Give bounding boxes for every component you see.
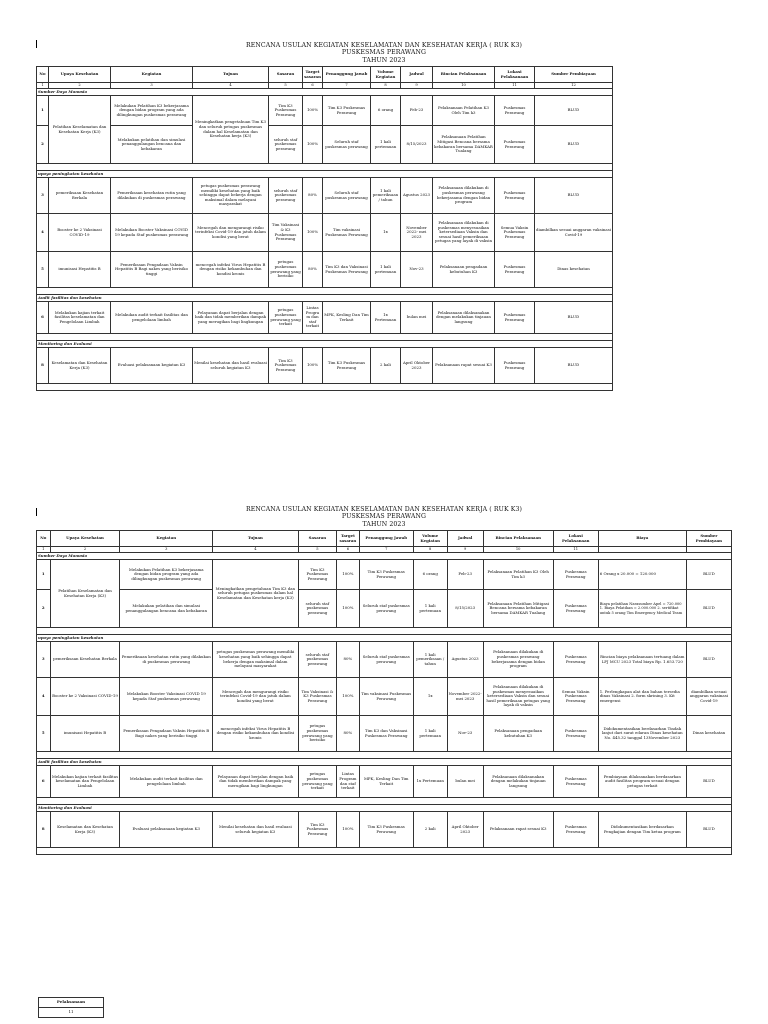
row-rincian: Pelaksanaan rapat sesuai K3 (433, 348, 495, 384)
row-jadwal: bulan mei (447, 766, 483, 798)
spacer-row (37, 334, 613, 341)
row-volume: 1x Pertemuan (371, 302, 401, 334)
row-pj: Tim K3 dan Vaksinasi Puskesmas Perawang (323, 252, 371, 288)
row-tujuan: Menilai kesehatan dan hasil evaluasi seluruh kegiatan K3 (212, 812, 298, 848)
section-upaya: upaya peningkatan kesehatan (37, 171, 613, 178)
row-sasaran: Tim Vaksinasi & K3 Puskesmas Perawang (269, 214, 303, 252)
spacer-row (37, 628, 732, 635)
row-no: 3 (37, 642, 51, 678)
col-num: 10 (483, 547, 553, 553)
row-lokasi: Puskesmas Perawang (495, 252, 535, 288)
hdr-kegiatan: Kegiatan (120, 531, 213, 547)
footer-label: Pelaksanaan (39, 998, 104, 1008)
row-no: 4 (37, 214, 49, 252)
row-sasaran: seluruh staf puskesmas perawang (269, 126, 303, 164)
row-sasaran: petugas puskesmas perawang yang berisiko (269, 252, 303, 288)
col-num: 8 (371, 83, 401, 89)
row-target: 100% (337, 678, 360, 716)
row-kegiatan: Pemeriksaan Pengadaan Vaksin Hepatitis B Bagi nakes yang berisiko tinggi (120, 716, 213, 752)
row-rincian: Pelaksanaan Pelatihan K3 Oleh Tim k3 (433, 96, 495, 126)
row-pj: Seluruh staf puskesmas perawang (359, 590, 413, 628)
row-sumber: BLUD (535, 178, 613, 214)
col-num: 7 (323, 83, 371, 89)
title-line3: TAHUN 2023 (362, 56, 406, 64)
hdr-jadwal: Jadwal (401, 67, 433, 83)
section-sdm: Sumber Daya Manusia (37, 553, 732, 560)
row-lokasi: Puskesmas Perawang (553, 642, 598, 678)
row-rincian: Pelaksanaan rapat sesuai K3 (483, 812, 553, 848)
row-no: 4 (37, 678, 51, 716)
row-kegiatan: Melakukan Booster Vaksinasi COVID 19 kepada Staf puskesmas perawang (111, 214, 193, 252)
row-pj: Tim vaksinasi Puskesmas Perawang (323, 214, 371, 252)
row-no: 6 (37, 766, 51, 798)
row-pj: Tim K3 Puskesmas Perawang (359, 560, 413, 590)
row-tujuan: Meningkatkan pengetahuan Tim K3 dan seluruh petugas puskesmas dalam hal Keselamatan dan Kesehatan kerja (K3) (212, 560, 298, 628)
col-num: 3 (111, 83, 193, 89)
row-upaya: Keselamatan dan Kesehatan Kerja (K3) (50, 812, 120, 848)
col-num: 1 (37, 83, 49, 89)
row-kegiatan: Evaluasi pelaksanaan kegiatan K3 (111, 348, 193, 384)
col-num: 5 (298, 547, 336, 553)
hdr-upaya: Upaya Kesehatan (50, 531, 120, 547)
row-upaya: Melakukan kajian terkait fasilitas keselamatan dan Pengelolaan Limbah (49, 302, 111, 334)
row-volume: 1x (413, 678, 447, 716)
row-sasaran: seluruh staf puskesmas perawang (269, 178, 303, 214)
row-volume: 1 kali pertemuan (371, 126, 401, 164)
row-pj: MPK, Kesling Dan Tim Terkait (359, 766, 413, 798)
row-lokasi: Semua Vaksin Puskesmas Perawang (553, 678, 598, 716)
hdr-kegiatan: Kegiatan (111, 67, 193, 83)
row-no: 8 (37, 348, 49, 384)
hdr-target: Target sasaran (303, 67, 323, 83)
row-tujuan: Menilai kesehatan dan hasil evaluasi seluruh kegiatan K3 (193, 348, 269, 384)
row-biaya: Didokumentasikan berdasarkan Tindak lanjut dari surat edaran Dinas kesehatan No. 445.32 tanggal 13November 2023 (598, 716, 686, 752)
hdr-rincian: Rincian Pelaksanaan (483, 531, 553, 547)
row-upaya: pemeriksaan Kesehatan Berkala (49, 178, 111, 214)
hdr-rincian: Rincian Pelaksanaan (433, 67, 495, 83)
row-sumber: BLUD (535, 302, 613, 334)
spacer-row (37, 288, 613, 295)
col-num: 9 (401, 83, 433, 89)
row-pj: Seluruh staf puskesmas perawang (323, 126, 371, 164)
row-target: 100% (303, 126, 323, 164)
title-line2: PUSKESMAS PERAWANG (341, 49, 427, 57)
row-volume: 6 orang (413, 560, 447, 590)
col-num: 2 (49, 83, 111, 89)
row-jadwal: Feb-23 (401, 96, 433, 126)
row-biaya: Pembiayaan dilaksanakan berdasarkan audit fasilitas program sesuai dengan petugas terkait (598, 766, 686, 798)
row-target: 100% (303, 214, 323, 252)
row-sasaran: Tim K3 Puskesmas Perawang (269, 96, 303, 126)
hdr-upaya: Upaya Kesehatan (49, 67, 111, 83)
row-sumber: diambilkan sesuai anggaran vaksinasi Covid-19 (535, 214, 613, 252)
row-sasaran: seluruh staf puskesmas perawang (298, 590, 336, 628)
row-sumber: BLUD (686, 560, 731, 590)
row-kegiatan: Melakukan audit terkait fasilitas dan pengelolaan limbah (120, 766, 213, 798)
hdr-sasaran: Sasaran (298, 531, 336, 547)
row-pj: Tim vaksinasi Puskesmas Perawang (359, 678, 413, 716)
row-rincian: Pelaksanaan dilaksanakan dengan melakukan tinjauan langsung (483, 766, 553, 798)
row-jadwal: November 2022- mei 2023 (401, 214, 433, 252)
row-sumber: BLUD (535, 126, 613, 164)
row-rincian: Pelaksanaan dilakukan di puskesmas menyesuaikan ketersediaan Vaksin dan sesuai hasil pemeriksaan petugas yang layak di vaksin (433, 214, 495, 252)
row-biaya: 6 Orang x 20.000 = 120.000 (598, 560, 686, 590)
row-sasaran: Tim K3 Puskesmas Perawang (298, 560, 336, 590)
row-tujuan: mencegah infeksi Virus Hepatitis B dengan risiko kekambuhan dan kondisi kronis (193, 252, 269, 288)
row-volume: 1 kali pemeriksaan / tahun (371, 178, 401, 214)
row-jadwal: April Oktober 2023 (447, 812, 483, 848)
row-kegiatan: Melakukan pelatihan dan simulasi penanggulangan bencana dan kebakaran (111, 126, 193, 164)
col-num: 1 (37, 547, 51, 553)
row-pj: Tim K3 dan Vaksinasi Puskesmas Perawang (359, 716, 413, 752)
col-num: 6 (337, 547, 360, 553)
row-kegiatan: Evaluasi pelaksanaan kegiatan K3 (120, 812, 213, 848)
row-rincian: Pelaksanaan pengadaan kebutuhan K3 (483, 716, 553, 752)
page1-table (36, 66, 613, 391)
hdr-sumber: Sumber Pembiayaan (686, 531, 731, 547)
row-sumber: Dinas kesehatan (686, 716, 731, 752)
row-lokasi: Puskesmas Perawang (495, 178, 535, 214)
section-sdm: Sumber Daya Manusia (37, 89, 613, 96)
hdr-lokasi: Lokasi Pelaksanaan (553, 531, 598, 547)
row-volume: 1 kali pertemuan (413, 590, 447, 628)
hdr-target: Target sasaran (337, 531, 360, 547)
spacer-row (37, 848, 732, 855)
hdr-lokasi: Lokasi Pelaksanaan (495, 67, 535, 83)
row-kegiatan: Pemeriksaan Pengadaan Vaksin Hepatitis B Bagi nakes yang berisiko tinggi (111, 252, 193, 288)
row-sasaran: petugas puskesmas perawang yang berisiko (298, 716, 336, 752)
row-jadwal: Nov-23 (401, 252, 433, 288)
col-num: 10 (433, 83, 495, 89)
hdr-sumber: Sumber Pembiayaan (535, 67, 613, 83)
row-pj: Tim K3 Puskesmas Perawang (323, 96, 371, 126)
row-jadwal: 8/15/2023 (401, 126, 433, 164)
row-rincian: Pelaksanaan pengadaan kebutuhan K3 (433, 252, 495, 288)
row-sumber: diambilkan sesuai anggaran vaksinasi Covid-19 (686, 678, 731, 716)
row-no: 2 (37, 590, 51, 628)
row-rincian: Pelaksanaan Pelatihan Mitigasi Bencana bersama kebakaran bersama DAMKAR Tualang (483, 590, 553, 628)
row-kegiatan: Melakukan Pelatihan K3 bekerjasama dengan bidan program yang ada dilingkungan puskesmas perawang (111, 96, 193, 126)
row-no: 5 (37, 716, 51, 752)
page2-title (0, 506, 768, 528)
row-tujuan: Pelayanan dapat berjalan dengan baik dan tidak memberikan dampak yang merugikan bagi lingkungan (212, 766, 298, 798)
title-line3: TAHUN 2023 (362, 520, 406, 528)
row-lokasi: Puskesmas Perawang (553, 766, 598, 798)
row-pj: Tim K3 Puskesmas Perawang (359, 812, 413, 848)
row-sumber: BLUD (686, 590, 731, 628)
row-tujuan: petugas puskesmas perawang memiliki kesehatan yang baik sehingga dapat bekerja dengan maksimal dalam melayani masyarakat (212, 642, 298, 678)
row-lokasi: Puskesmas Perawang (553, 716, 598, 752)
hdr-tujuan: Tujuan (193, 67, 269, 83)
row-sasaran: Tim K3 Puskesmas Perawang (298, 812, 336, 848)
col-num: 11 (495, 83, 535, 89)
hdr-volume: Volume Kegiatan (413, 531, 447, 547)
row-target: 80% (303, 252, 323, 288)
row-upaya: Booster ke 2 Vaksinasi COVID-19 (50, 678, 120, 716)
row-volume: 2 kali (371, 348, 401, 384)
row-rincian: Pelaksanaan dilakukan di puskesmas perawang bekerjasama dengan bidan program (483, 642, 553, 678)
row-biaya: Didokumentasikan berdasarkan Pengkajian dengan Tim ketua program (598, 812, 686, 848)
row-no: 3 (37, 178, 49, 214)
hdr-pj: Penanggung Jawab (323, 67, 371, 83)
row-no: 2 (37, 126, 49, 164)
title-line1: RENCANA USULAN KEGIATAN KESELAMATAN DAN KESEHATAN KERJA ( RUK K3) (245, 506, 523, 513)
row-tujuan: petugas puskesmas perawang memiliki kesehatan yang baik sehingga dapat bekerja dengan maksimal dalam melayani masyarakat (193, 178, 269, 214)
spacer-row (37, 798, 732, 805)
row-lokasi: Puskesmas Perawang (495, 348, 535, 384)
col-num: 12 (535, 83, 613, 89)
col-num: 3 (120, 547, 213, 553)
row-sasaran: petugas puskesmas perawang yang terkait (269, 302, 303, 334)
section-audit: Audit fasilitas dan kesehatan (37, 759, 732, 766)
row-no: 1 (37, 560, 51, 590)
row-pj: Seluruh staf puskesmas perawang (359, 642, 413, 678)
row-upaya: Pelatihan Keselamatan dan Kesehatan Kerja (K3) (49, 96, 111, 164)
section-audit: Audit fasilitas dan kesehatan (37, 295, 613, 302)
row-lokasi: Puskesmas Perawang (495, 126, 535, 164)
page2-table (36, 530, 732, 855)
col-num: 9 (447, 547, 483, 553)
row-sumber: BLUD (535, 96, 613, 126)
row-jadwal: Feb-23 (447, 560, 483, 590)
row-lokasi: Puskesmas Perawang (495, 96, 535, 126)
row-sumber: BLUD (686, 812, 731, 848)
spacer-row (37, 164, 613, 171)
row-biaya: Rincian biaya pelaksanaan tertuang dalam LPJ MCU 2023 Total biaya Rp. 1.653.720 (598, 642, 686, 678)
row-kegiatan: Pemeriksaan kesehatan rutin yang dilakukan di puskesmas perawang (120, 642, 213, 678)
row-tujuan: Mencegah dan mengurangi risiko terinfeksi Covid-19 dan jatuh dalam kondisi yang berat (212, 678, 298, 716)
row-volume: 1x Pertemuan (413, 766, 447, 798)
row-lokasi: Puskesmas Perawang (553, 812, 598, 848)
row-target: 80% (337, 716, 360, 752)
row-jadwal: November 2022- mei 2023 (447, 678, 483, 716)
title-line2: PUSKESMAS PERAWANG (341, 513, 427, 521)
hdr-volume: Volume Kegiatan (371, 67, 401, 83)
col-num: 7 (359, 547, 413, 553)
row-sumber: BLUD (686, 766, 731, 798)
row-rincian: Pelaksanaan Pelatihan Mitigasi Bencana bersama kebakaran bersama DAMKAR Tualang (433, 126, 495, 164)
col-num: 4 (212, 547, 298, 553)
row-rincian: Pelaksanaan Pelatihan K3 Oleh Tim k3 (483, 560, 553, 590)
row-lokasi: Puskesmas Perawang (553, 560, 598, 590)
row-target: 100% (337, 560, 360, 590)
section-monev: Monitoring dan Evaluasi (37, 805, 732, 812)
row-jadwal: Agustus 2023 (447, 642, 483, 678)
row-kegiatan: Melakukan pelatihan dan simulasi penanggulangan bencana dan kebakaran (120, 590, 213, 628)
col-num: 2 (50, 547, 120, 553)
row-sumber: Dinas kesehatan (535, 252, 613, 288)
row-pj: Seluruh staf puskesmas perawang (323, 178, 371, 214)
row-sasaran: Tim K3 Puskesmas Perawang (269, 348, 303, 384)
col-num: 11 (553, 547, 598, 553)
row-no: 6 (37, 302, 49, 334)
row-tujuan: Pelayanan dapat berjalan dengan baik dan tidak memberikan dampak yang merugikan bagi lingkungan (193, 302, 269, 334)
row-upaya: imunisasi Hepatitis B (49, 252, 111, 288)
row-lokasi: Semua Vaksin Puskesmas Perawang (495, 214, 535, 252)
row-kegiatan: Melakukan Booster Vaksinasi COVID 19 kepada Staf puskesmas perawang (120, 678, 213, 716)
row-upaya: pemeriksaan Kesehatan Berkala (50, 642, 120, 678)
row-rincian: Pelaksanaan dilakukan di puskesmas menyesuaikan ketersediaan Vaksin dan sesuai hasil pemeriksaan petugas yang layak di vaksin (483, 678, 553, 716)
hdr-pj: Penanggung Jawab (359, 531, 413, 547)
spacer-row (37, 384, 613, 391)
row-volume: 2 kali (413, 812, 447, 848)
row-no: 5 (37, 252, 49, 288)
row-lokasi: Puskesmas Perawang (495, 302, 535, 334)
row-target: Lintas Program dan staf terkait (337, 766, 360, 798)
row-no: 1 (37, 96, 49, 126)
col-num: 4 (193, 83, 269, 89)
row-jadwal: Agustus 2023 (401, 178, 433, 214)
section-monev: Monitoring dan Evaluasi (37, 341, 613, 348)
row-volume: 1 kali pertemuan (371, 252, 401, 288)
row-sasaran: Tim Vaksinasi & K3 Puskesmas Perawang (298, 678, 336, 716)
col-num: 6 (303, 83, 323, 89)
row-upaya: Melakukan kajian terkait fasilitas keselamatan dan Pengelolaan Limbah (50, 766, 120, 798)
section-upaya: upaya peningkatan kesehatan (37, 635, 732, 642)
page1-title (0, 42, 768, 64)
row-tujuan: Mencegah dan mengurangi risiko terinfeksi Covid-19 dan jatuh dalam kondisi yang berat (193, 214, 269, 252)
row-jadwal: Nov-23 (447, 716, 483, 752)
hdr-biaya: Biaya (598, 531, 686, 547)
row-target: 80% (303, 178, 323, 214)
row-target: 100% (303, 348, 323, 384)
row-lokasi: Puskesmas Perawang (553, 590, 598, 628)
row-sumber: BLUD (535, 348, 613, 384)
row-tujuan: Meningkatkan pengetahuan Tim K3 dan seluruh petugas puskesmas dalam hal Keselamatan dan Kesehatan kerja (K3) (193, 96, 269, 164)
row-biaya: Biaya pelatihan Narasumber Apel = 720.000 1. Biaya Pelatihan = 2.000.000 2. sertifikat untuk 5 orang Tim Emergency Medical Team (598, 590, 686, 628)
col-num: 8 (413, 547, 447, 553)
spacer-row (37, 752, 732, 759)
hdr-jadwal: Jadwal (447, 531, 483, 547)
row-upaya: imunisasi Hepatitis B (50, 716, 120, 752)
footer-value: 11 (39, 1008, 104, 1018)
title-line1: RENCANA USULAN KEGIATAN KESELAMATAN DAN KESEHATAN KERJA ( RUK K3) (245, 42, 523, 49)
hdr-no: No (37, 67, 49, 83)
row-jadwal: April Oktober 2023 (401, 348, 433, 384)
row-target: Lintas Program dan staf terkait (303, 302, 323, 334)
hdr-no: No (37, 531, 51, 547)
hdr-tujuan: Tujuan (212, 531, 298, 547)
row-jadwal: bulan mei (401, 302, 433, 334)
row-rincian: Pelaksanaan dilakukan di puskesmas perawang bekerjasama dengan bidan program (433, 178, 495, 214)
row-upaya: Keselamatan dan Kesehatan Kerja (K3) (49, 348, 111, 384)
row-kegiatan: Pemeriksaan kesehatan rutin yang dilakukan di puskesmas perawang (111, 178, 193, 214)
row-target: 80% (337, 642, 360, 678)
row-jadwal: 8/15/2023 (447, 590, 483, 628)
row-no: 8 (37, 812, 51, 848)
col-num: 5 (269, 83, 303, 89)
row-volume: 1 kali pemeriksaan / tahun (413, 642, 447, 678)
row-rincian: Pelaksanaan dilaksanakan dengan melakukan tinjauan langsung (433, 302, 495, 334)
row-volume: 1 kali pertemuan (413, 716, 447, 752)
row-target: 100% (337, 812, 360, 848)
row-target: 100% (337, 590, 360, 628)
row-target: 100% (303, 96, 323, 126)
row-biaya: 1. Perlengkapan alat dan bahan tersedia dinas Vaksinasi 2. form skrining 3. Kit emergensi (598, 678, 686, 716)
row-kegiatan: Melakukan audit terkait fasilitas dan pengelolaan limbah (111, 302, 193, 334)
row-pj: Tim K3 Puskesmas Perawang (323, 348, 371, 384)
row-sasaran: petugas puskesmas perawang yang terkait (298, 766, 336, 798)
row-tujuan: mencegah infeksi Virus Hepatitis B dengan risiko kekambuhan dan kondisi kronis (212, 716, 298, 752)
row-pj: MPK, Kesling Dan Tim Terkait (323, 302, 371, 334)
row-volume: 1x (371, 214, 401, 252)
row-kegiatan: Melakukan Pelatihan K3 bekerjasama dengan bidan program yang ada dilingkungan puskesmas perawang (120, 560, 213, 590)
row-upaya: Pelatihan Keselamatan dan Kesehatan Kerja (K3) (50, 560, 120, 628)
row-upaya: Booster ke 2 Vaksinasi COVID-19 (49, 214, 111, 252)
footer-box (38, 997, 104, 1018)
row-sumber: BLUD (686, 642, 731, 678)
row-volume: 6 orang (371, 96, 401, 126)
row-sasaran: seluruh staf puskesmas perawang (298, 642, 336, 678)
hdr-sasaran: Sasaran (269, 67, 303, 83)
